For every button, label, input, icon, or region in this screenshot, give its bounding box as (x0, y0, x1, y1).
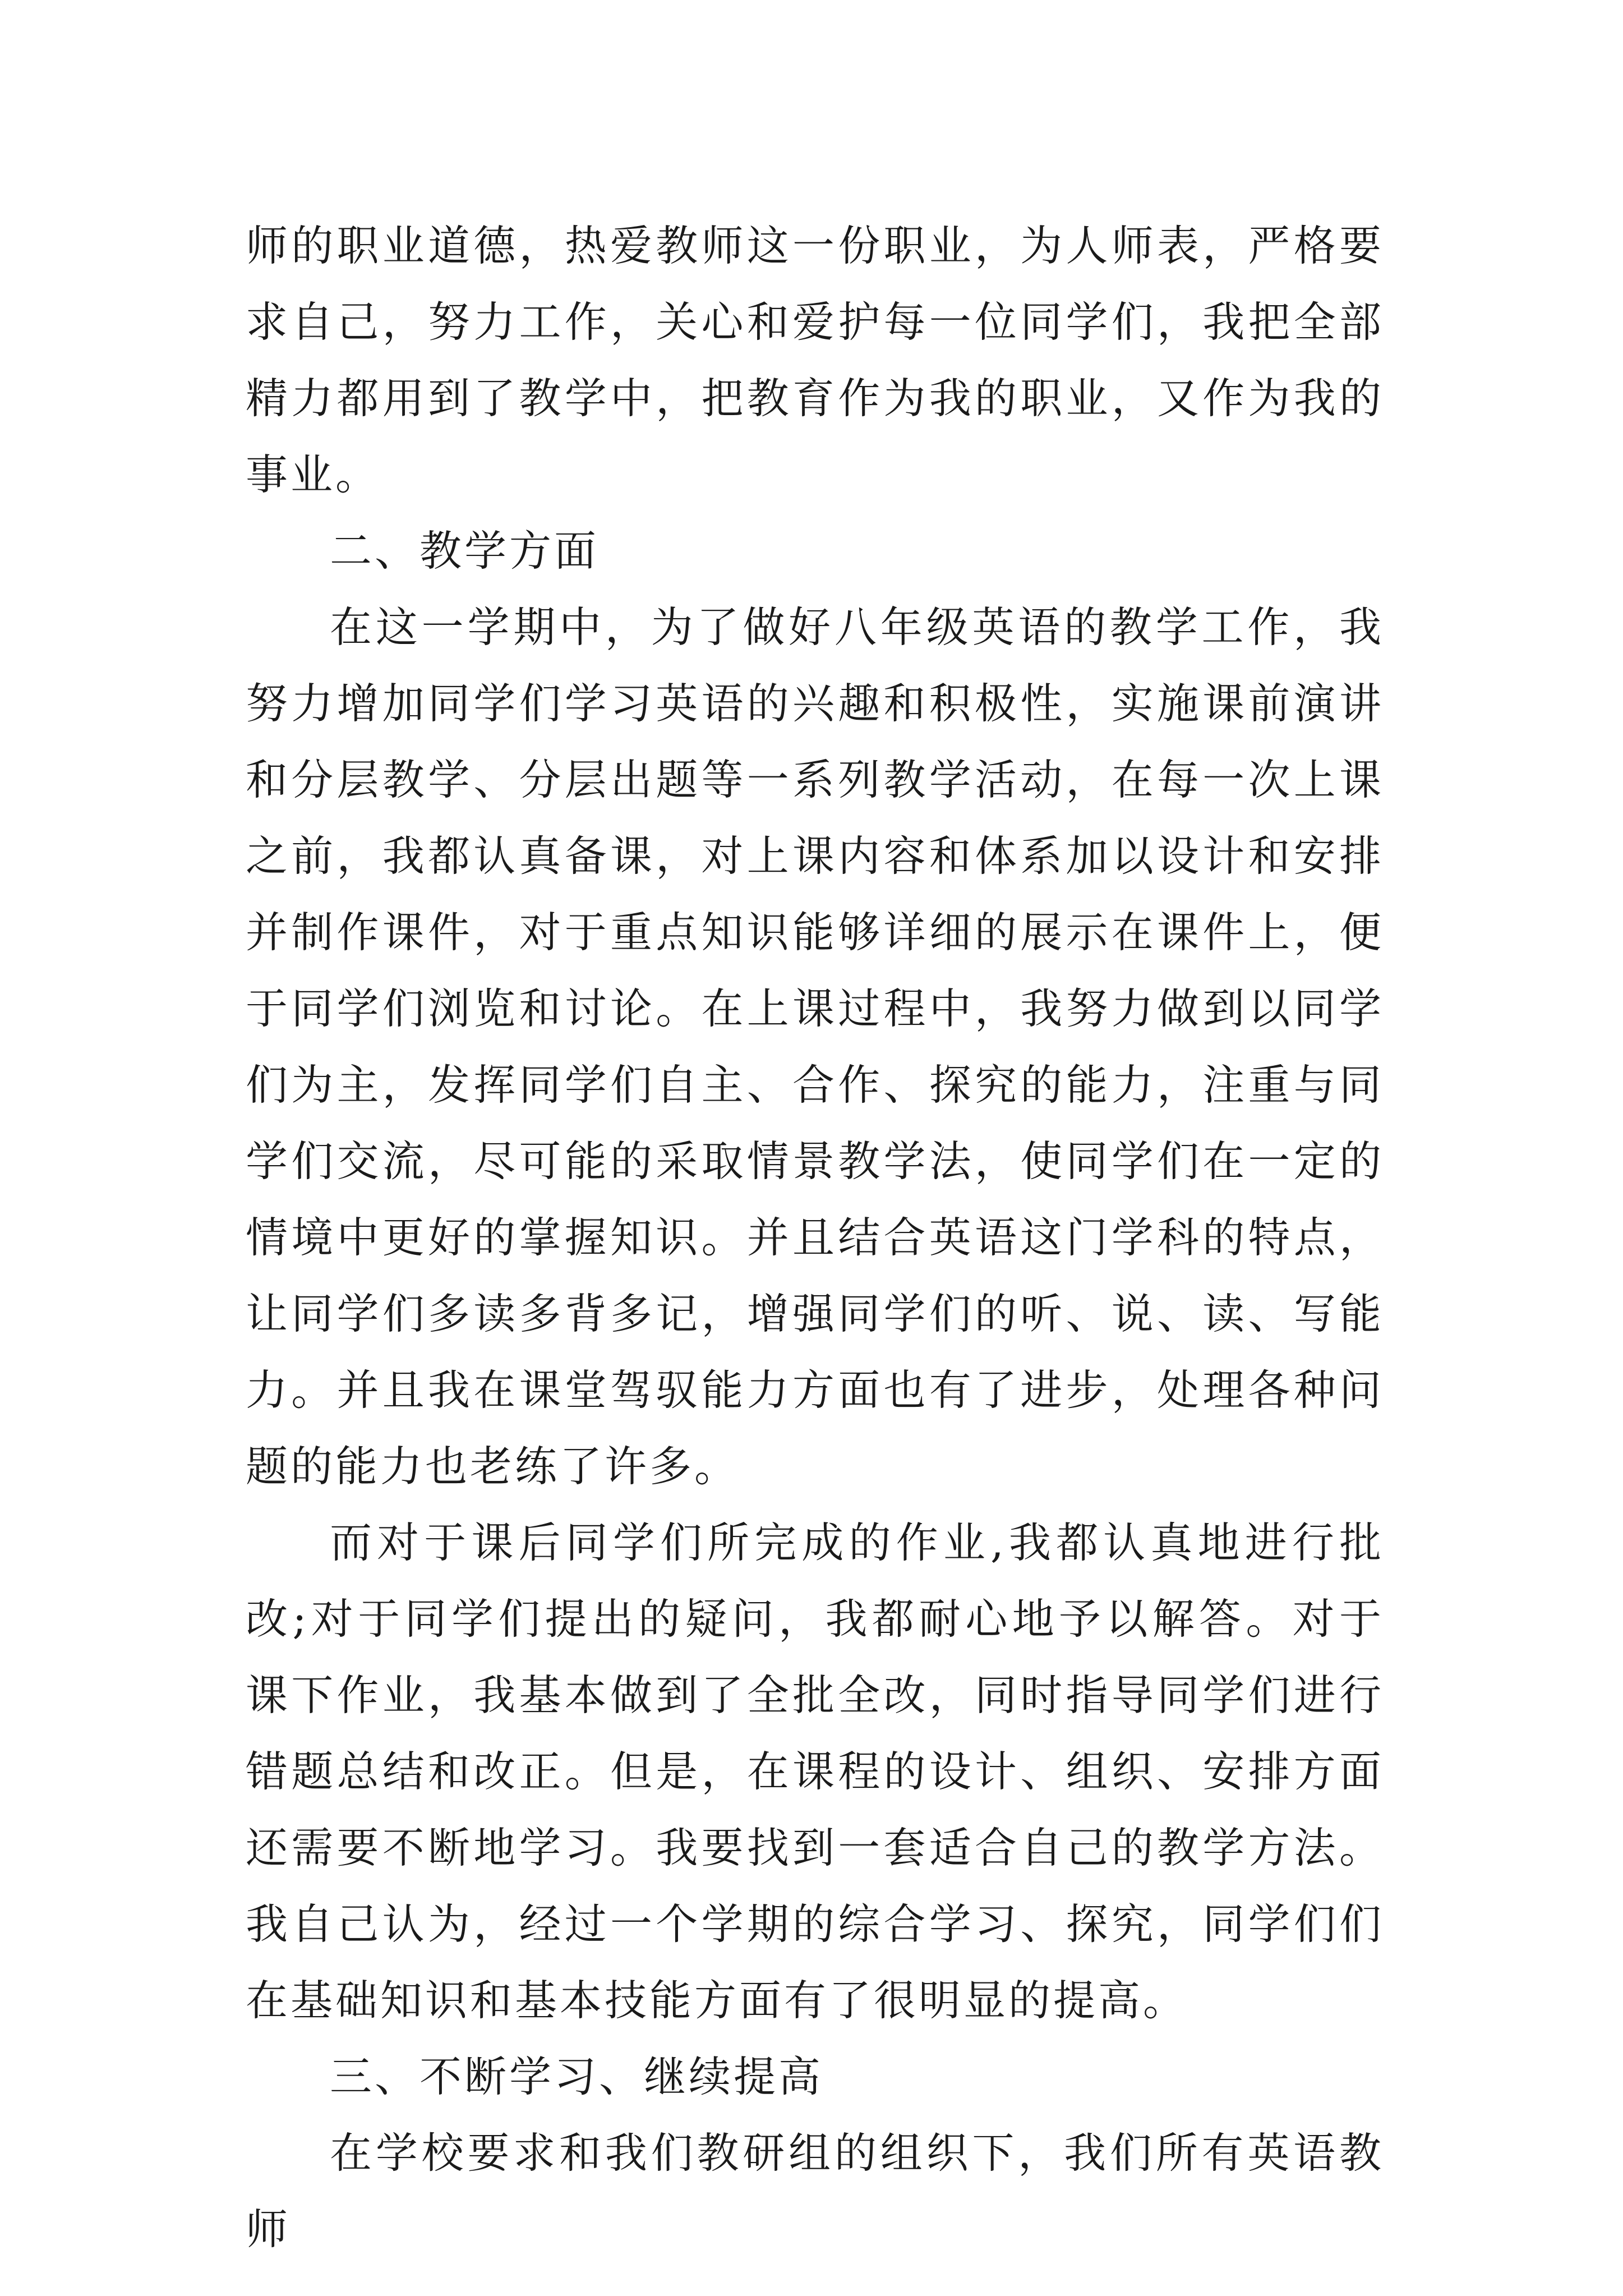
document-body (246, 208, 1384, 2267)
paragraph-homework: 而对于课后同学们所完成的作业,我都认真地进行批改;对于同学们提出的疑问，我都耐心地予以解答。对于课下作业，我基本做到了全批全改，同时指导同学们进行错题总结和改正。但是，在课程的设计、组织、安排方面还需要不断地学习。我要找到一套适合自己的教学方法。我自己认为，经过一个学期的综合学习、探究，同学们们在基础知识和基本技能方面有了很明显的提高。 (246, 1518, 1384, 2025)
section-heading-learning: 三、不断学习、继续提高 (330, 2052, 824, 2101)
paragraph-research-group: 在学校要求和我们教研组的组织下，我们所有英语教师 (246, 2128, 1384, 2254)
section-heading-teaching: 二、教学方面 (330, 526, 600, 576)
paragraph-continuation: 师的职业道德，热爱教师这一份职业，为人师表，严格要求自己，努力工作，关心和爱护每一位同学们，我把全部精力都用到了教学中，把教育作为我的职业，又作为我的事业。 (246, 221, 1384, 499)
paragraph-teaching-work: 在这一学期中，为了做好八年级英语的教学工作，我努力增加同学们学习英语的兴趣和积极性，实施课前演讲和分层教学、分层出题等一系列教学活动，在每一次上课之前，我都认真备课，对上课内容和体系加以设计和安排并制作课件，对于重点知识能够详细的展示在课件上，便于同学们浏览和讨论。在上课过程中，我努力做到以同学们为主，发挥同学们自主、合作、探究的能力，注重与同学们交流，尽可能的采取情景教学法，使同学们在一定的情境中更好的掌握知识。并且结合英语这门学科的特点，让同学们多读多背多记，增强同学们的听、说、读、写能力。并且我在课堂驾驭能力方面也有了进步，处理各种问题的能力也老练了许多。 (246, 602, 1384, 1491)
